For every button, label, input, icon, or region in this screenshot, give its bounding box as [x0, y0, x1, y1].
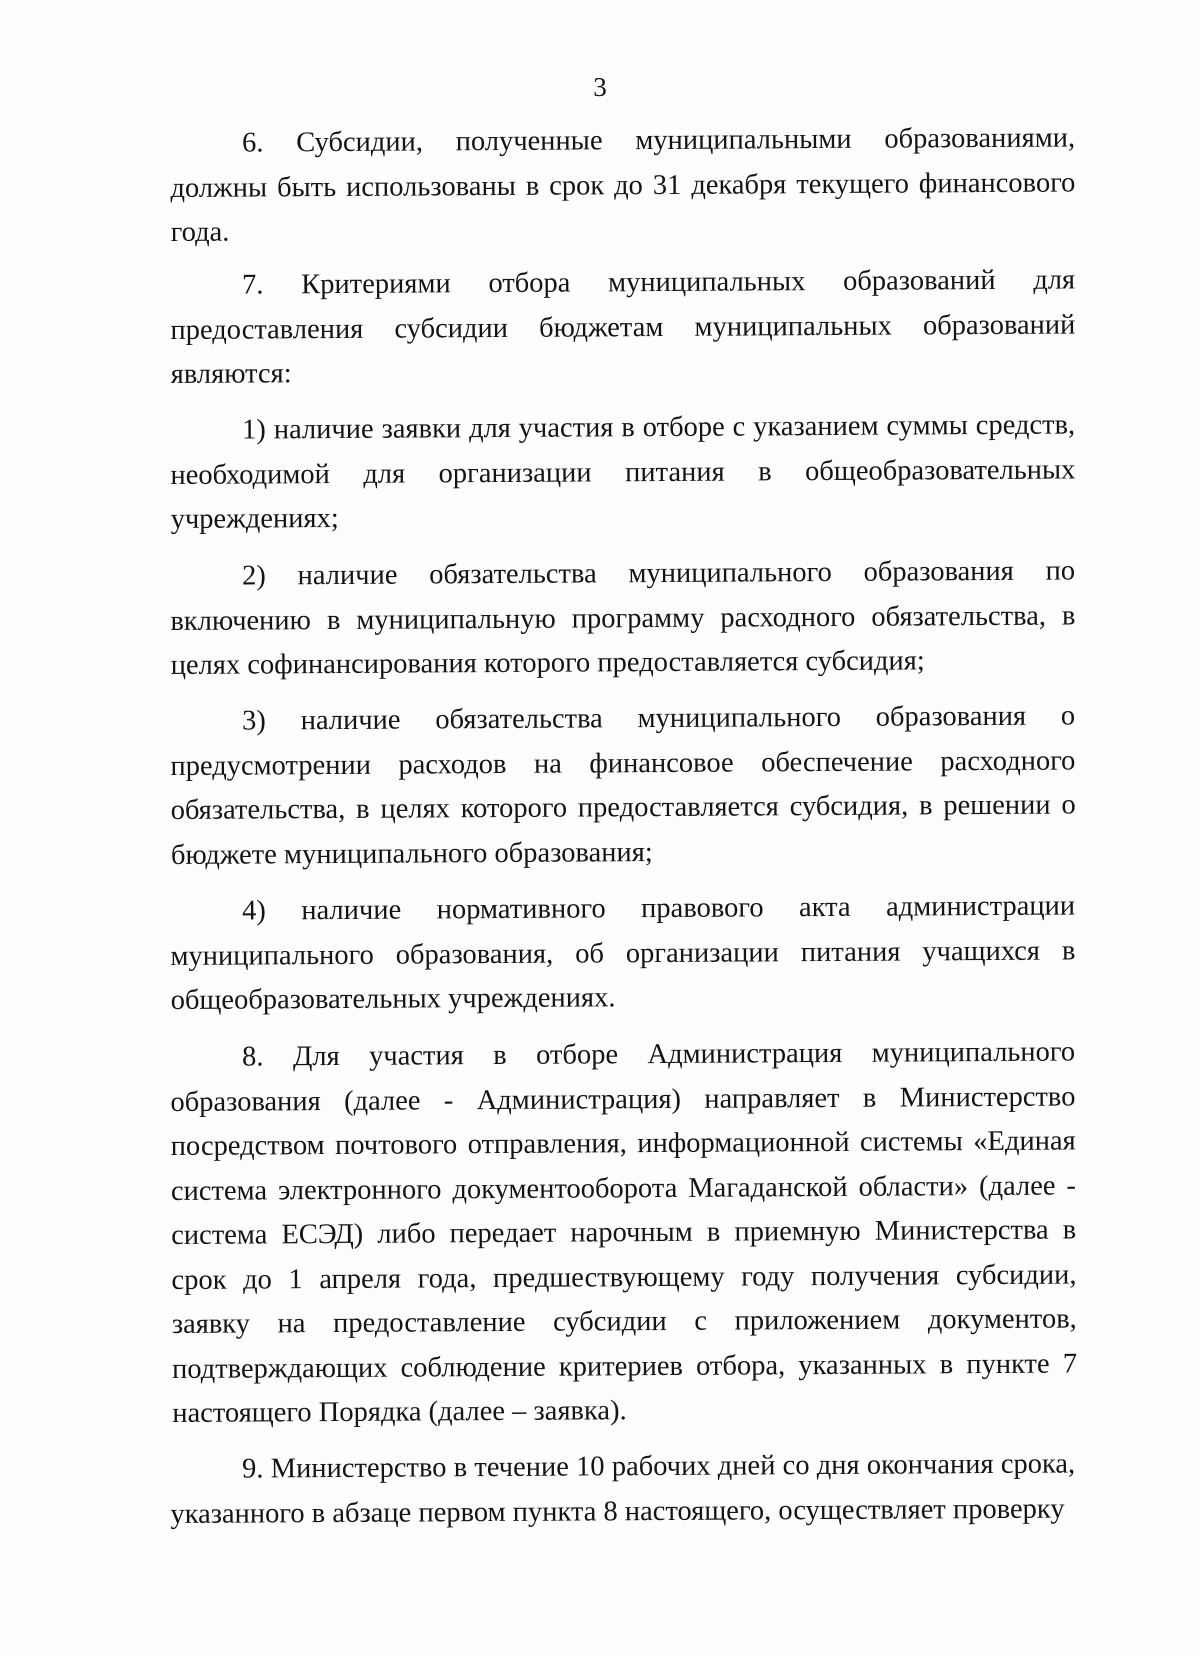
document-body — [170, 122, 1078, 1549]
criterion-3: 3) наличие обязательства муниципального образования о предусмотрении расходов на финансовое обеспечение расходного обязательства, в целях которого предоставляется субсидия, в решении о бюджете муниципального образования; — [170, 700, 1076, 871]
paragraph-6: 6. Субсидии, полученные муниципальными образованиями, должны быть использованы в срок до 31 декабря текущего финансового года. — [170, 122, 1076, 248]
criterion-2: 2) наличие обязательства муниципального образования по включению в муниципальную программу расходного обязательства, в целях софинансирования которого предоставляется субсидия; — [170, 554, 1076, 681]
page-number: 3 — [593, 72, 607, 102]
paragraph-8: 8. Для участия в отборе Администрация муниципального образования (далее - Администрация) направляет в Министерство посредством почтового отправления, информационной системы «Единая система электронного документооборота Магаданской области» (далее - система ЕСЭД) либо передает нарочным в приемную Министерства в срок до 1 апреля года, предшествующему году получения субсидии, заявку на предоставление субсидии с приложением документов, подтверждающих соблюдение критериев отбора, указанных в пункте 7 настоящего Порядка (далее – заявка). — [170, 1035, 1078, 1429]
criterion-4: 4) наличие нормативного правового акта администрации муниципального образования, об организации питания учащихся в общеобразовательных учреждениях. — [170, 890, 1076, 1016]
paragraph-7: 7. Критериями отбора муниципальных образований для предоставления субсидии бюджетам муниципальных образований являются: — [170, 263, 1076, 390]
paragraph-9: 9. Министерство в течение 10 рабочих дней со дня окончания срока, указанного в абзаце первом пункта 8 настоящего, осуществляет проверку — [170, 1448, 1076, 1530]
criterion-1: 1) наличие заявки для участия в отборе с указанием суммы средств, необходимой для организации питания в общеобразовательных учреждениях; — [170, 409, 1076, 535]
